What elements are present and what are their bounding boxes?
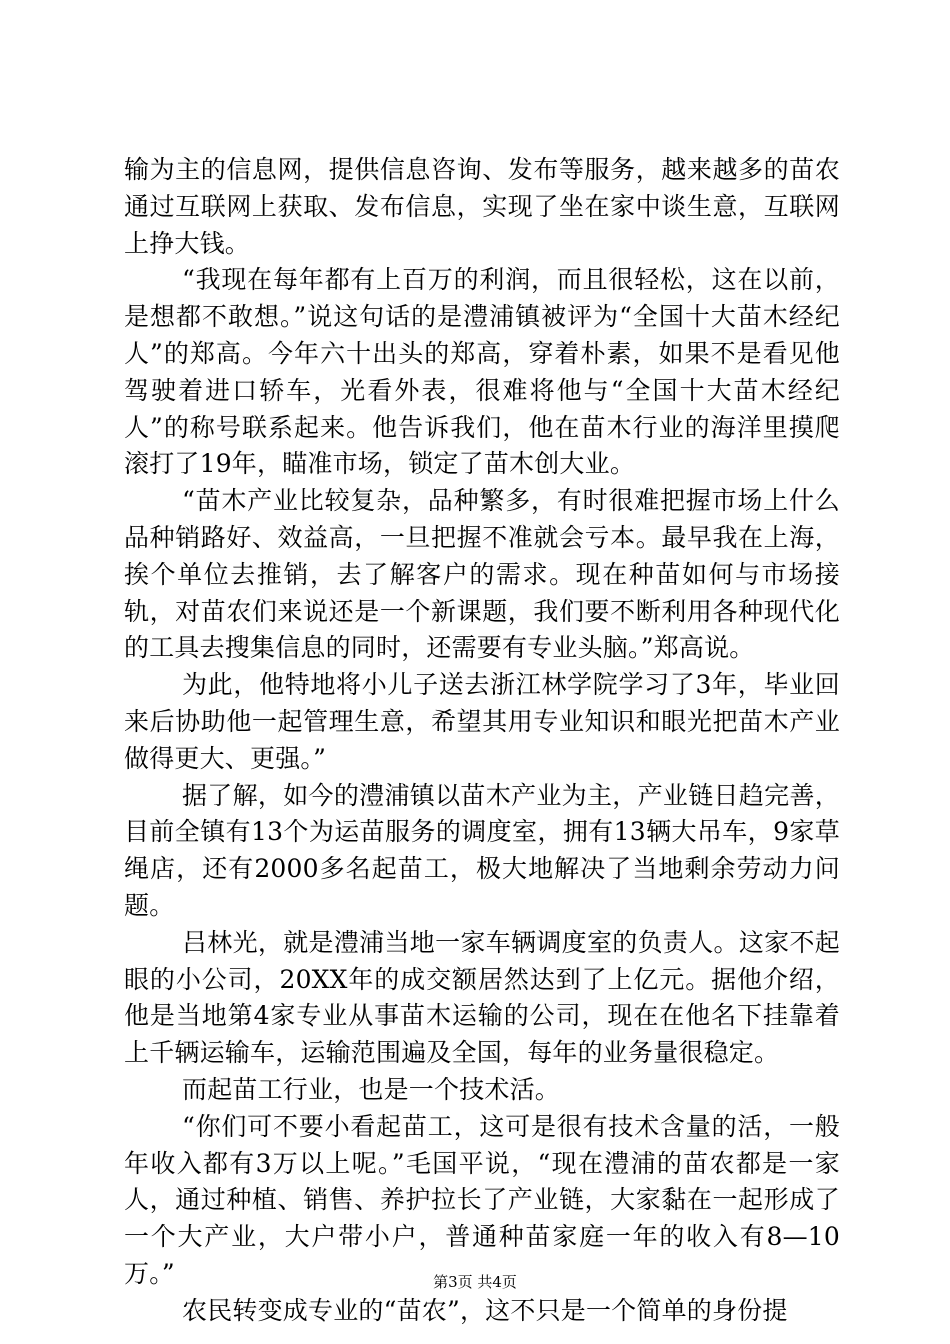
paragraph-8: “你们可不要小看起苗工，这可是很有技术含量的活，一般年收入都有3万以上呢。”毛国平说，“现在澧浦的苗农都是一家人，通过种植、销售、养护拉长了产业链，大家黏在一起形成了一个大产业，大户带小户，普通种苗家庭一年的收入有8—10万。”	[124, 1111, 840, 1288]
paragraph-7: 而起苗工行业，也是一个技术活。	[182, 1074, 561, 1104]
paragraph-6: 吕林光，就是澧浦当地一家车辆调度室的负责人。这家不起眼的小公司，20XX年的成交额居然达到了上亿元。据他介绍，他是当地第4家专业从事苗木运输的公司，现在在他名下挂靠着上千辆运输车，运输范围遍及全国，每年的业务量很稳定。	[124, 927, 840, 1068]
paragraph-3: “苗木产业比较复杂，品种繁多，有时很难把握市场上什么品种销路好、效益高，一旦把握不准就会亏本。最早我在上海，挨个单位去推销，去了解客户的需求。现在种苗如何与市场接轨，对苗农们来说还是一个新课题，我们要不断利用各种现代化的工具去搜集信息的同时，还需要有专业头脑。”郑高说。	[124, 486, 840, 663]
body-text	[124, 152, 840, 1330]
paragraph-1: 输为主的信息网，提供信息咨询、发布等服务，越来越多的苗农通过互联网上获取、发布信息，实现了坐在家中谈生意，互联网上挣大钱。	[124, 155, 840, 258]
page-footer: 第3页 共4页	[433, 1273, 517, 1291]
paragraph-2: “我现在每年都有上百万的利润，而且很轻松，这在以前，是想都不敢想。”说这句话的是澧浦镇被评为“全国十大苗木经纪人”的郑高。今年六十出头的郑高，穿着朴素，如果不是看见他驾驶着进口轿车，光看外表，很难将他与“全国十大苗木经纪人”的称号联系起来。他告诉我们，他在苗木行业的海洋里摸爬滚打了19年，瞄准市场，锁定了苗木创大业。	[124, 265, 840, 479]
paragraph-5: 据了解，如今的澧浦镇以苗木产业为主，产业链日趋完善，目前全镇有13个为运苗服务的调度室，拥有13辆大吊车，9家草绳店，还有2000多名起苗工，极大地解决了当地剩余劳动力问题。	[124, 780, 840, 920]
paragraph-9: 农民转变成专业的“苗农”，这不只是一个简单的身份提	[182, 1295, 788, 1325]
paragraph-4: 为此，他特地将小儿子送去浙江林学院学习了3年，毕业回来后协助他一起管理生意，希望其用专业知识和眼光把苗木产业做得更大、更强。”	[124, 670, 840, 773]
